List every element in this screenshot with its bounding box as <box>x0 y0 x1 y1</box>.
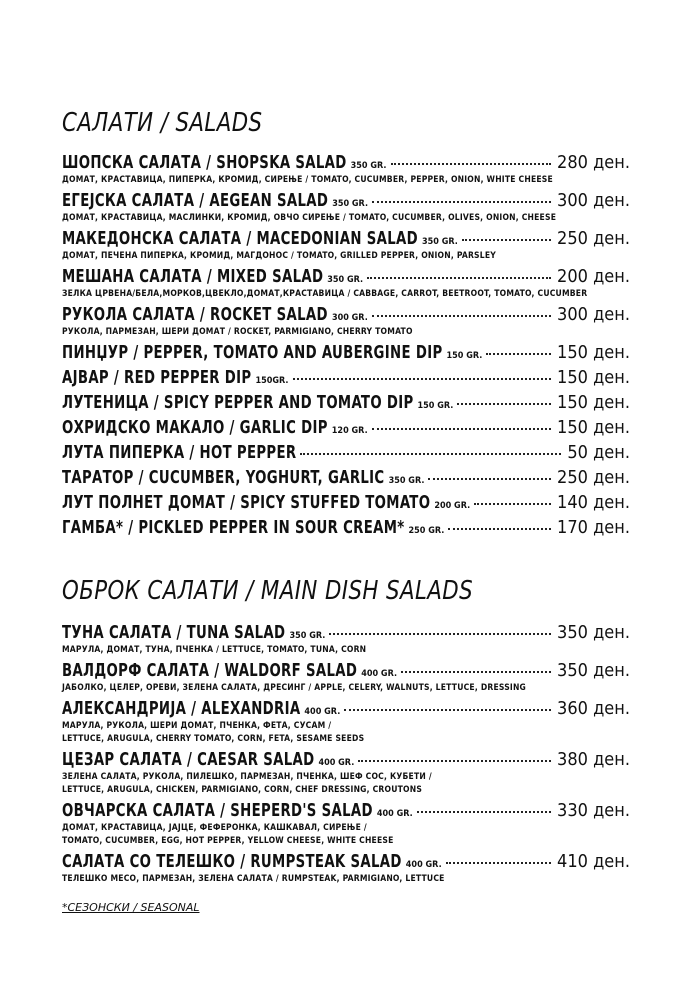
menu-item <box>62 851 630 885</box>
dot-leader <box>474 503 551 505</box>
menu-item <box>62 417 630 438</box>
menu-item-description: МАРУЛА, РУКОЛА, ШЕРИ ДОМАТ, ПЧЕНКА, ФЕТА, СУСАМ / <box>62 721 332 731</box>
menu-item-name: ОВЧАРСКА САЛАТА / SHEPERD'S SALAD <box>62 800 373 821</box>
menu-item-description: МАРУЛА, ДОМАТ, ТУНА, ПЧЕНКА / LETTUCE, TOMATO, TUNA, CORN <box>62 645 367 655</box>
menu-item-weight: 150 GR. <box>446 351 483 361</box>
menu-item-name: АЈВАР / RED PEPPER DIP <box>62 367 252 388</box>
menu-item <box>62 749 630 796</box>
menu-item-weight: 200 GR. <box>434 501 471 511</box>
menu-item-name: ВАЛДОРФ САЛАТА / WALDORF SALAD <box>62 660 358 681</box>
menu-item-line <box>62 800 630 821</box>
menu-item-price: 50 ден. <box>567 442 630 463</box>
menu-item-name: МАКЕДОНСКА САЛАТА / MACEDONIAN SALAD <box>62 228 418 249</box>
menu-item-name: ЛУТ ПОЛНЕТ ДОМАТ / SPICY STUFFED TOMATO <box>62 492 431 513</box>
menu-item-name: МЕШАНА САЛАТА / MIXED SALAD <box>62 266 324 287</box>
menu-item-price: 380 ден. <box>557 749 630 770</box>
menu-item-weight: 400 GR. <box>361 669 398 679</box>
menu-item-name: САЛАТА СО ТЕЛЕШКО / RUMPSTEAK SALAD <box>62 851 402 872</box>
menu-item-line <box>62 392 630 413</box>
menu-item-price: 330 ден. <box>557 800 630 821</box>
menu-item-line <box>62 467 630 488</box>
menu-item-weight: 350 GR. <box>388 476 425 486</box>
menu-item-name: ТАРАТОР / CUCUMBER, YOGHURT, GARLIC <box>62 467 385 488</box>
dot-leader <box>344 709 551 711</box>
menu-item-price: 300 ден. <box>557 304 630 325</box>
menu-item-price: 200 ден. <box>557 266 630 287</box>
menu-item-line <box>62 266 630 287</box>
dot-leader <box>391 163 552 165</box>
menu-item-name: ЛУТЕНИЦА / SPICY PEPPER AND TOMATO DIP <box>62 392 414 413</box>
menu-item-name: АЛЕКСАНДРИЈА / ALEXANDRIA <box>62 698 301 719</box>
menu-item-price: 360 ден. <box>557 698 630 719</box>
menu-item-description: РУКОЛА, ПАРМЕЗАН, ШЕРИ ДОМАТ / ROCKET, PARMIGIANO, CHERRY TOMATO <box>62 327 413 337</box>
dot-leader <box>428 478 551 480</box>
menu-item-name: ЛУТА ПИПЕРКА / HOT PEPPER <box>62 442 297 463</box>
dot-leader <box>462 239 551 241</box>
dot-leader <box>293 378 552 380</box>
salads-list <box>62 152 630 538</box>
menu-item <box>62 800 630 847</box>
menu-item-line <box>62 342 630 363</box>
menu-item-description: ДОМАТ, КРАСТАВИЦА, ПИПЕРКА, КРОМИД, СИРЕЊЕ / TOMATO, CUCUMBER, PEPPER, ONION, WHITE CHEESE <box>62 175 553 185</box>
menu-item <box>62 392 630 413</box>
menu-item-weight: 350 GR. <box>289 631 326 641</box>
menu-item-description: LETTUCE, ARUGULA, CHERRY TOMATO, CORN, FETA, SESAME SEEDS <box>62 734 365 744</box>
menu-item-weight: 300 GR. <box>331 313 368 323</box>
dot-leader <box>446 862 551 864</box>
menu-item-description: TOMATO, CUCUMBER, EGG, HOT PEPPER, YELLOW CHEESE, WHITE CHEESE <box>62 836 394 846</box>
menu-item-weight: 400 GR. <box>318 758 355 768</box>
menu-item-weight: 350 GR. <box>422 237 458 247</box>
dot-leader <box>401 671 551 673</box>
section-title-main-dish-salads: ОБРОК САЛАТИ / MAIN DISH SALADS <box>62 576 474 606</box>
dot-leader <box>372 201 551 203</box>
main-dish-salads-list <box>62 622 630 885</box>
menu-item-price: 350 ден. <box>557 622 630 643</box>
menu-item-weight: 350 GR. <box>350 161 387 171</box>
menu-item-name: ГАМБА* / PICKLED PEPPER IN SOUR CREAM* <box>62 517 405 538</box>
menu-item <box>62 152 630 186</box>
menu-item-line <box>62 660 630 681</box>
menu-item-price: 150 ден. <box>557 417 630 438</box>
menu-item-description: ТЕЛЕШКО МЕСО, ПАРМЕЗАН, ЗЕЛЕНА САЛАТА / RUMPSTEAK, PARMIGIANO, LETTUCE <box>62 874 445 884</box>
menu-item-name: ШОПСКА САЛАТА / SHOPSKA SALAD <box>62 152 347 173</box>
menu-item-price: 150 ден. <box>557 342 630 363</box>
dot-leader <box>486 353 551 355</box>
menu-item-price: 170 ден. <box>557 517 630 538</box>
menu-item-weight: 350 GR. <box>327 275 364 285</box>
menu-item-name: ЕГЕЈСКА САЛАТА / AEGEAN SALAD <box>62 190 329 211</box>
menu-item-price: 250 ден. <box>557 467 630 488</box>
menu-page <box>62 0 630 889</box>
menu-item-description: LETTUCE, ARUGULA, CHICKEN, PARMIGIANO, CORN, CHEF DRESSING, CROUTONS <box>62 785 423 795</box>
menu-item-name: ЦЕЗАР САЛАТА / CAESAR SALAD <box>62 749 315 770</box>
dot-leader <box>329 633 551 635</box>
menu-item-line <box>62 698 630 719</box>
dot-leader <box>448 528 551 530</box>
menu-item-line <box>62 304 630 325</box>
menu-item-line <box>62 417 630 438</box>
menu-item-price: 250 ден. <box>557 228 630 249</box>
menu-item-line <box>62 228 630 249</box>
menu-item-price: 150 ден. <box>557 367 630 388</box>
menu-item <box>62 660 630 694</box>
menu-item-line <box>62 367 630 388</box>
dot-leader <box>372 428 551 430</box>
menu-item-price: 150 ден. <box>557 392 630 413</box>
menu-item <box>62 228 630 262</box>
menu-item-line <box>62 442 630 463</box>
menu-item-weight: 150 GR. <box>417 401 454 411</box>
menu-item-price: 410 ден. <box>557 851 630 872</box>
menu-item-line <box>62 517 630 538</box>
menu-item-price: 140 ден. <box>557 492 630 513</box>
menu-item-name: ТУНА САЛАТА / TUNA SALAD <box>62 622 286 643</box>
menu-item-weight: 150GR. <box>255 376 289 386</box>
menu-item-description: ЈАБОЛКО, ЦЕЛЕР, ОРЕВИ, ЗЕЛЕНА САЛАТА, ДРЕСИНГ / APPLE, CELERY, WALNUTS, LETTUCE, DRESSING <box>62 683 527 693</box>
dot-leader <box>457 403 551 405</box>
menu-item-weight: 400 GR. <box>405 860 442 870</box>
menu-item-price: 280 ден. <box>557 152 630 173</box>
menu-item-price: 300 ден. <box>557 190 630 211</box>
footnote: *СЕЗОНСКИ / SEASONAL <box>62 901 200 914</box>
menu-item <box>62 304 630 338</box>
menu-item <box>62 698 630 745</box>
menu-item <box>62 266 630 300</box>
menu-item-line <box>62 622 630 643</box>
menu-item-description: ДОМАТ, КРАСТАВИЦА, ЈАЈЦЕ, ФЕФЕРОНКА, КАШКАВАЛ, СИРЕЊЕ / <box>62 823 367 833</box>
dot-leader <box>417 811 551 813</box>
menu-item-line <box>62 152 630 173</box>
menu-item <box>62 190 630 224</box>
dot-leader <box>300 453 561 455</box>
menu-item-description: ДОМАТ, ПЕЧЕНА ПИПЕРКА, КРОМИД, МАГДОНОС / TOMATO, GRILLED PEPPER, ONION, PARSLEY <box>62 251 496 261</box>
section-title-salads: САЛАТИ / SALADS <box>62 108 263 138</box>
menu-item-weight: 120 GR. <box>331 426 368 436</box>
dot-leader <box>372 315 551 317</box>
menu-item <box>62 467 630 488</box>
menu-item-name: ОХРИДСКО МАКАЛО / GARLIC DIP <box>62 417 328 438</box>
menu-item-description: ЗЕЛКА ЦРВЕНА/БЕЛА,МОРКОВ,ЦВЕКЛО,ДОМАТ,КРАСТАВИЦА / CABBAGE, CARROT, BEETROOT, TOMATO, CUCUMBER <box>62 289 588 299</box>
dot-leader <box>358 760 551 762</box>
menu-item-price: 350 ден. <box>557 660 630 681</box>
menu-item <box>62 492 630 513</box>
menu-item-line <box>62 492 630 513</box>
menu-item-weight: 400 GR. <box>304 707 341 717</box>
menu-item-weight: 400 GR. <box>376 809 413 819</box>
menu-item-weight: 350 GR. <box>332 199 369 209</box>
menu-item-description: ЗЕЛЕНА САЛАТА, РУКОЛА, ПИЛЕШКО, ПАРМЕЗАН, ПЧЕНКА, ШЕФ СОС, КУБЕТИ / <box>62 772 432 782</box>
menu-item-name: ПИНЏУР / PEPPER, TOMATO AND AUBERGINE DIP <box>62 342 443 363</box>
menu-item <box>62 622 630 656</box>
menu-item <box>62 342 630 363</box>
menu-item <box>62 367 630 388</box>
menu-item-weight: 250 GR. <box>408 526 445 536</box>
menu-item-name: РУКОЛА САЛАТА / ROCKET SALAD <box>62 304 328 325</box>
menu-item-description: ДОМАТ, КРАСТАВИЦА, МАСЛИНКИ, КРОМИД, ОВЧО СИРЕЊЕ / TOMATO, CUCUMBER, OLIVES, ONION, CHEESE <box>62 213 557 223</box>
menu-item <box>62 517 630 538</box>
menu-item-line <box>62 851 630 872</box>
menu-item <box>62 442 630 463</box>
dot-leader <box>367 277 551 279</box>
menu-item-line <box>62 749 630 770</box>
menu-item-line <box>62 190 630 211</box>
